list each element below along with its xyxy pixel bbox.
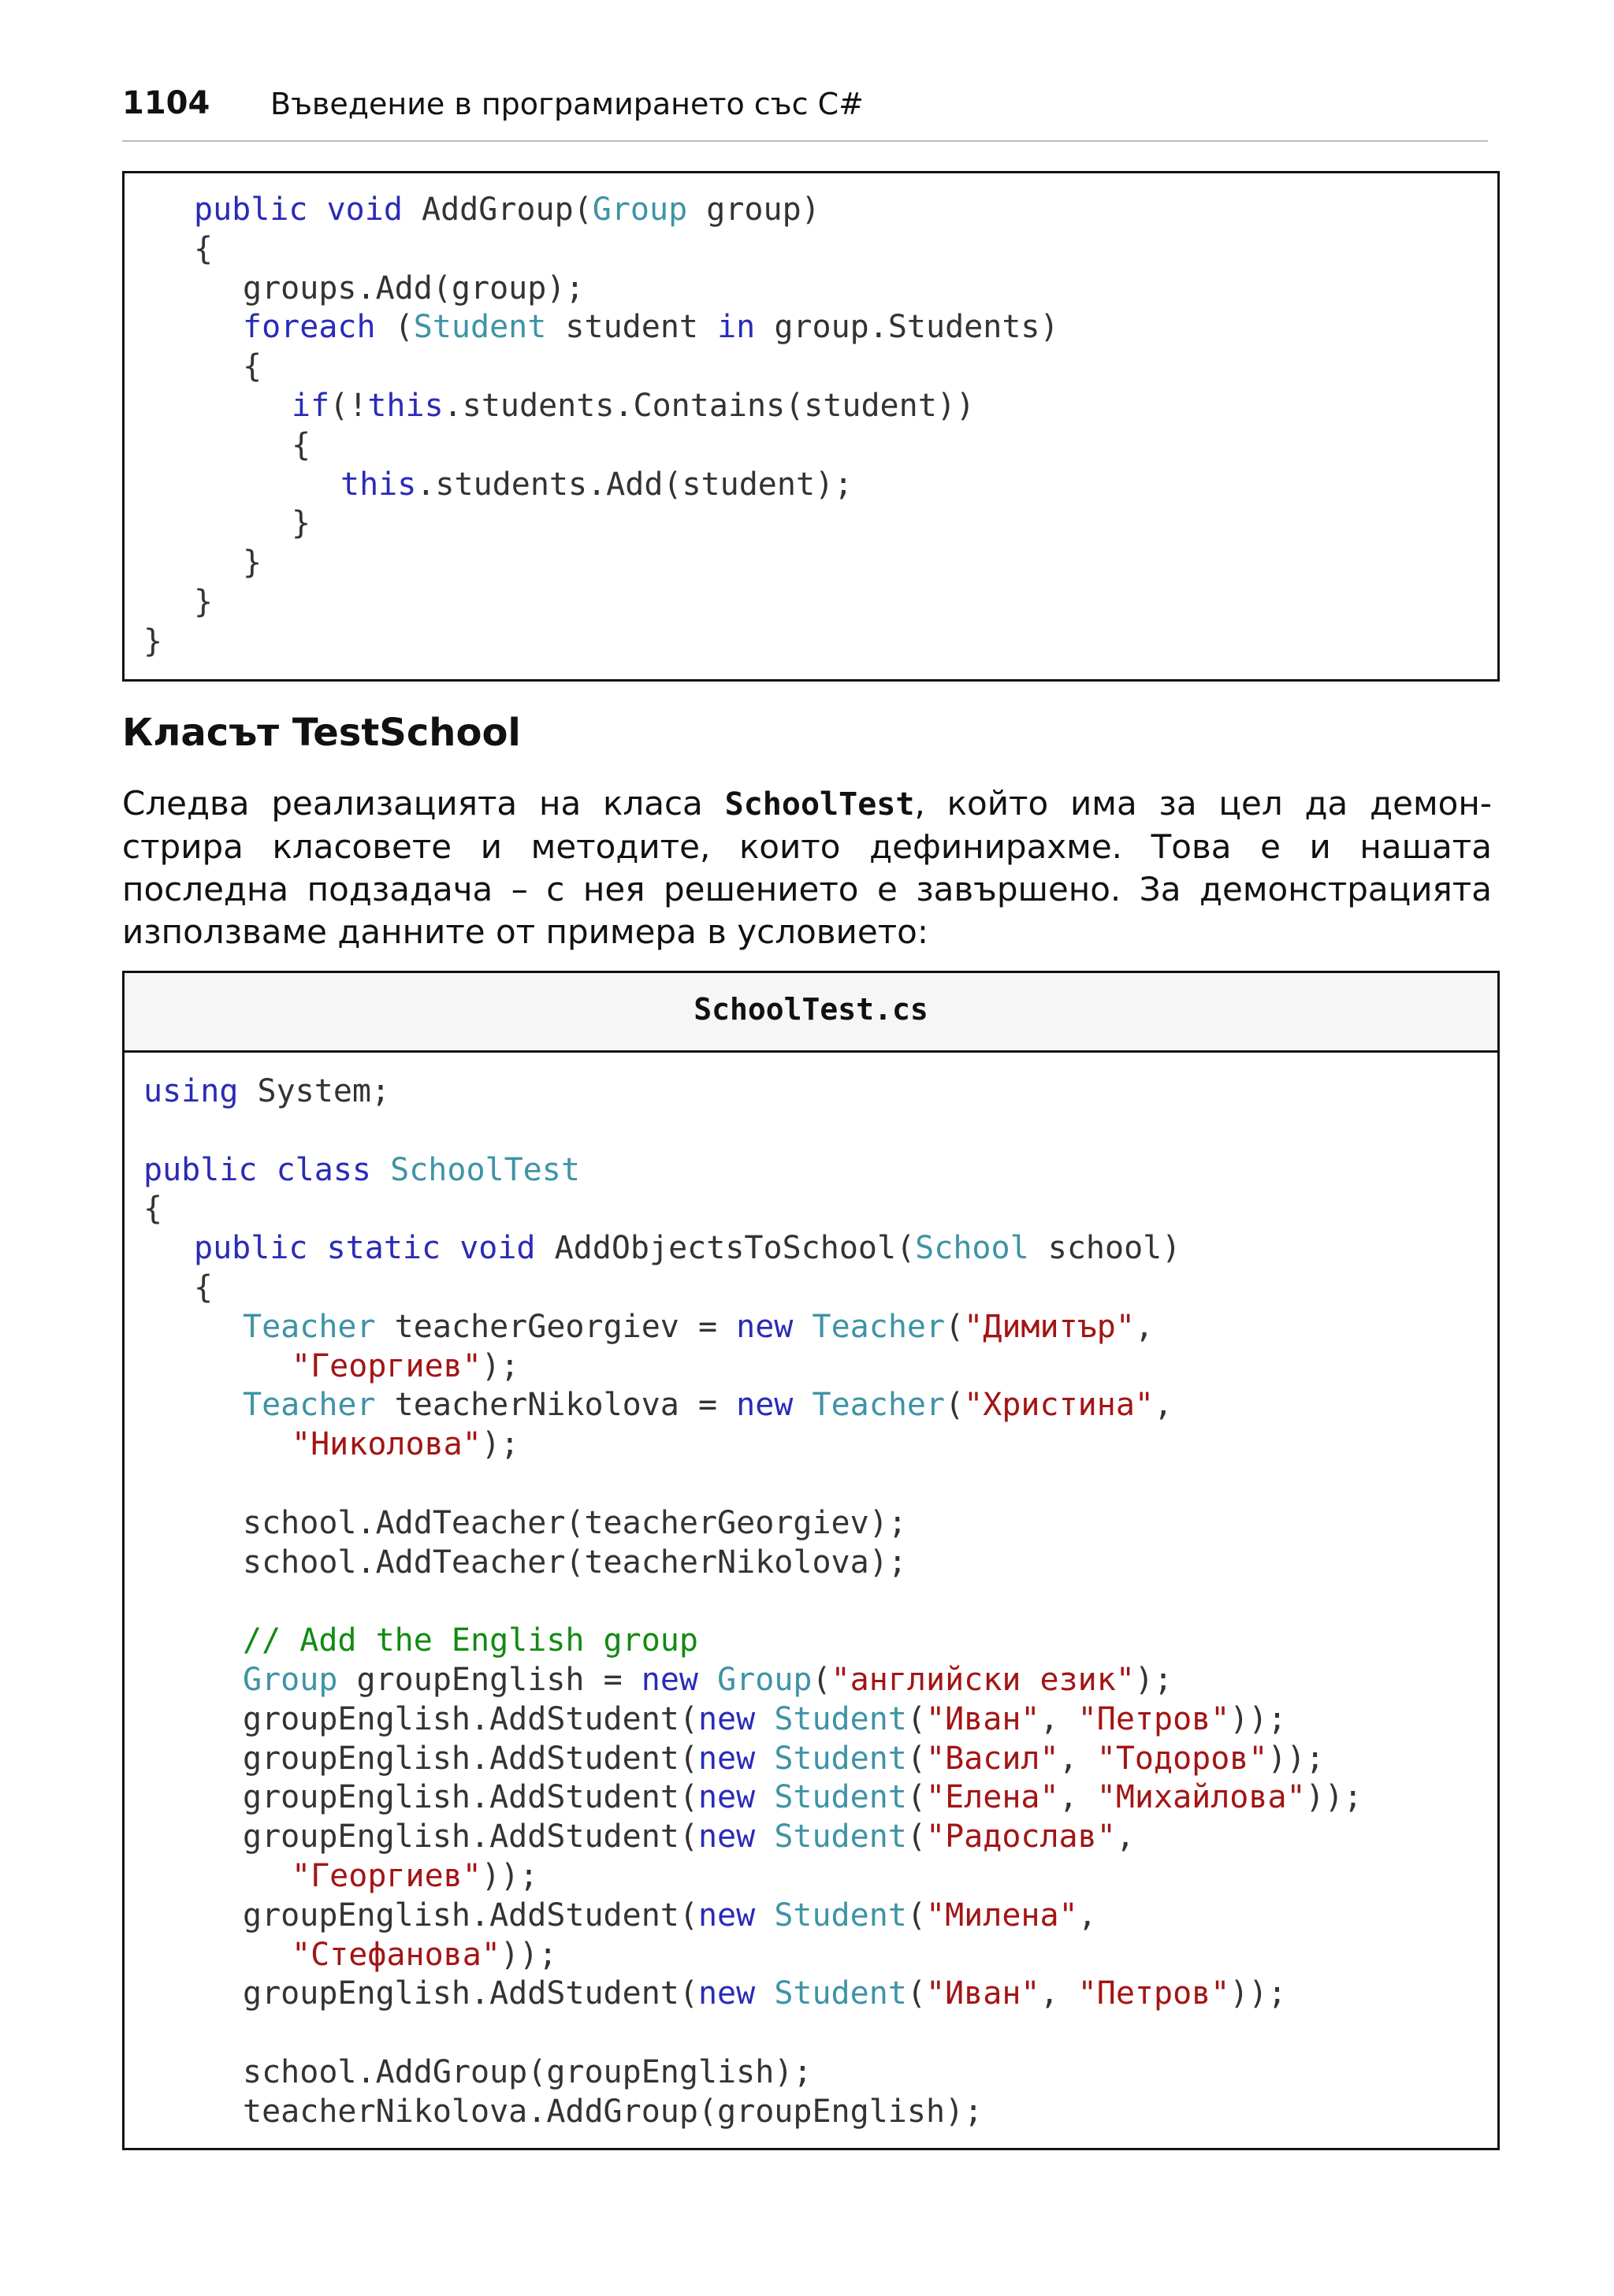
code-token	[793, 1387, 812, 1423]
code-line	[143, 308, 1059, 347]
code-token	[793, 1309, 812, 1345]
code-token: .students.Add(student);	[416, 466, 853, 503]
code-token: (	[945, 1387, 965, 1424]
code-line	[143, 1582, 1363, 1622]
code-line	[143, 1857, 1363, 1897]
code-token: (	[812, 1661, 831, 1698]
code-line	[143, 1975, 1363, 2014]
code-token: school)	[1028, 1230, 1181, 1267]
code-token: Group	[717, 1661, 813, 1698]
code-token: AddGroup(	[402, 191, 593, 228]
code-token: "Петров"	[1077, 1975, 1230, 2012]
code-line	[143, 1308, 1363, 1347]
code-line	[143, 1229, 1363, 1269]
code-token: ,	[1039, 1975, 1078, 2012]
code-token: new	[697, 1975, 756, 2012]
code-token: ));	[1229, 1975, 1287, 2012]
code-token: }	[143, 622, 163, 659]
code-token: Group	[243, 1661, 338, 1698]
code-line	[143, 1622, 1363, 1661]
code-token	[755, 1897, 774, 1934]
code-line	[143, 583, 1059, 622]
code-token: "Васил"	[925, 1740, 1059, 1777]
code-token	[441, 1230, 459, 1266]
book-title: Въведение в програмирането със C#	[270, 87, 864, 121]
paragraph-line-4: използваме данните от примера в условието:	[122, 912, 928, 951]
code-token: ));	[1229, 1700, 1287, 1737]
code-line	[143, 1386, 1363, 1425]
code-token: ));	[500, 1936, 558, 1973]
paragraph-line-2: стрира класовете и методите, които дефинирахме. Това е и нашата	[122, 827, 1492, 866]
code-token: new	[697, 1819, 756, 1856]
code-token: ,	[1115, 1819, 1135, 1856]
code-line	[143, 1897, 1363, 1936]
code-token: static	[326, 1230, 441, 1267]
code-token: using	[143, 1073, 239, 1109]
code-token: "английски език"	[831, 1661, 1135, 1698]
code-listing	[143, 1072, 1363, 2132]
code-token	[371, 1152, 390, 1188]
code-token: (	[906, 1819, 926, 1856]
code-listing	[143, 191, 1059, 662]
code-token: Student	[774, 1975, 907, 2012]
code-line	[143, 1269, 1363, 1308]
paragraph-text: , който има за цел да демон-	[914, 784, 1492, 823]
code-token	[308, 191, 327, 228]
code-token: ,	[1039, 1700, 1078, 1737]
code-token: {	[194, 230, 214, 267]
code-line	[143, 1936, 1363, 1975]
code-token	[755, 1819, 774, 1855]
code-token: groupEnglish.AddStudent(	[243, 1819, 698, 1856]
code-line	[143, 504, 1059, 544]
code-line	[143, 426, 1059, 466]
code-line	[143, 1778, 1363, 1818]
code-token: ));	[1267, 1740, 1325, 1777]
code-token: );	[481, 1426, 519, 1463]
code-token: );	[1134, 1661, 1173, 1698]
code-token: ));	[1305, 1779, 1363, 1816]
code-token: }	[194, 583, 214, 620]
code-token: this	[367, 387, 444, 424]
code-token: (	[945, 1308, 965, 1345]
code-token: in	[717, 309, 756, 346]
code-token: System;	[238, 1073, 391, 1109]
code-token: Teacher	[243, 1308, 376, 1345]
paragraph-text: Следва реализацията на класа	[122, 784, 725, 823]
code-token: Teacher	[812, 1308, 946, 1345]
code-token: "Радослав"	[925, 1819, 1116, 1856]
code-token: Teacher	[812, 1387, 946, 1424]
code-token: "Милена"	[925, 1897, 1078, 1934]
code-line	[143, 466, 1059, 505]
inline-code-schooltest: SchoolTest	[724, 786, 915, 823]
page-number: 1104	[122, 85, 210, 121]
code-token: School	[915, 1230, 1029, 1267]
code-token: groups.Add(group);	[243, 269, 585, 307]
code-token: }	[243, 544, 262, 581]
code-token: teacherNikolova.AddGroup(groupEnglish);	[243, 2093, 984, 2130]
code-token: "Георгиев"	[292, 1347, 482, 1384]
code-line	[143, 269, 1059, 309]
code-token: teacherGeorgiev =	[375, 1308, 737, 1345]
code-token	[755, 1975, 774, 2012]
code-token: group.Students)	[755, 309, 1059, 346]
code-token: this	[340, 466, 417, 503]
code-token: new	[641, 1661, 698, 1698]
code-token	[258, 1152, 277, 1188]
code-line	[143, 1112, 1363, 1151]
code-token: "Георгиев"	[292, 1857, 482, 1894]
code-token: class	[276, 1151, 372, 1188]
code-token: Student	[774, 1819, 907, 1856]
paragraph-line-1	[122, 782, 1492, 826]
code-token: group)	[687, 191, 820, 228]
code-token: }	[292, 505, 311, 542]
code-line	[143, 1465, 1363, 1504]
code-line	[143, 1740, 1363, 1779]
code-token: ,	[1153, 1387, 1173, 1424]
code-token: Student	[774, 1779, 907, 1816]
code-token: (	[906, 1700, 926, 1737]
code-token	[755, 1779, 774, 1815]
code-token: public	[194, 1230, 308, 1267]
code-token: teacherNikolova =	[375, 1387, 737, 1424]
code-line	[143, 230, 1059, 269]
code-line	[143, 191, 1059, 230]
code-line	[143, 2093, 1363, 2132]
code-token: "Иван"	[925, 1700, 1040, 1737]
code-token: Group	[592, 191, 688, 228]
code-token: foreach	[243, 309, 376, 346]
paragraph-line-3: последна подзадача – с нея решението е завършено. За демонстрацията	[122, 870, 1492, 908]
code-token: ,	[1058, 1779, 1097, 1816]
code-token: new	[736, 1387, 794, 1424]
code-token: "Тодоров"	[1096, 1740, 1268, 1777]
code-line	[143, 544, 1059, 583]
code-token: new	[736, 1308, 794, 1345]
code-token: AddObjectsToSchool(	[535, 1230, 916, 1267]
code-block-addgroup	[122, 171, 1500, 682]
code-line	[143, 2014, 1363, 2053]
code-token: groupEnglish.AddStudent(	[243, 1700, 698, 1737]
code-line	[143, 1544, 1363, 1583]
code-token: "Петров"	[1077, 1700, 1230, 1737]
code-line	[143, 1818, 1363, 1857]
code-token: {	[292, 426, 311, 463]
code-token: school.AddTeacher(teacherNikolova);	[243, 1544, 907, 1581]
code-token: "Иван"	[925, 1975, 1040, 2012]
code-line	[143, 1072, 1363, 1112]
code-token	[755, 1701, 774, 1737]
code-token: "Стефанова"	[292, 1936, 500, 1973]
code-token: ,	[1058, 1740, 1097, 1777]
code-line	[143, 347, 1059, 387]
code-token: (	[375, 309, 414, 346]
code-token: (	[906, 1975, 926, 2012]
code-token: void	[326, 191, 403, 228]
code-token: ,	[1134, 1308, 1154, 1345]
code-token: public	[194, 191, 308, 228]
code-block-schooltest	[122, 971, 1500, 2150]
code-token: Student	[413, 309, 547, 346]
code-token: SchoolTest	[390, 1151, 580, 1188]
code-token: (	[906, 1897, 926, 1934]
code-token: "Димитър"	[964, 1308, 1135, 1345]
page-header	[122, 79, 1488, 142]
code-token: new	[697, 1740, 756, 1777]
code-token: ));	[481, 1857, 539, 1894]
code-token: new	[697, 1700, 756, 1737]
code-token: "Николова"	[292, 1426, 482, 1463]
code-token: school.AddTeacher(teacherGeorgiev);	[243, 1504, 907, 1541]
code-token	[698, 1662, 717, 1698]
code-line	[143, 1151, 1363, 1191]
code-token: "Елена"	[925, 1779, 1059, 1816]
code-token: student	[546, 309, 718, 346]
code-token: groupEnglish.AddStudent(	[243, 1975, 698, 2012]
code-token: {	[194, 1269, 214, 1306]
code-token: (!	[329, 387, 368, 424]
code-token: "Михайлова"	[1096, 1779, 1306, 1816]
code-token: new	[697, 1779, 756, 1816]
code-token: new	[697, 1897, 756, 1934]
code-line	[143, 2053, 1363, 2093]
section-heading: Класът TestSchool	[122, 711, 521, 755]
code-token: public	[143, 1151, 258, 1188]
code-token: if	[292, 387, 330, 424]
code-token	[755, 1741, 774, 1777]
code-line	[143, 1700, 1363, 1740]
code-file-title: SchoolTest.cs	[694, 992, 928, 1027]
code-token: Teacher	[243, 1387, 376, 1424]
code-line	[143, 1190, 1363, 1229]
code-line	[143, 1347, 1363, 1387]
code-token	[308, 1230, 327, 1266]
code-token: ,	[1077, 1897, 1097, 1934]
code-token: (	[906, 1779, 926, 1816]
code-token: school.AddGroup(groupEnglish);	[243, 2053, 813, 2090]
code-token: );	[481, 1347, 519, 1384]
code-token: {	[243, 348, 262, 385]
code-line	[143, 622, 1059, 662]
code-line	[143, 1661, 1363, 1700]
code-block-header	[125, 973, 1497, 1053]
code-token: "Христина"	[964, 1387, 1154, 1424]
code-token: groupEnglish.AddStudent(	[243, 1740, 698, 1777]
code-token: {	[143, 1191, 163, 1228]
code-token: Student	[774, 1740, 907, 1777]
code-line	[143, 1425, 1363, 1465]
code-token: Student	[774, 1700, 907, 1737]
code-token: groupEnglish.AddStudent(	[243, 1897, 698, 1934]
code-token: Student	[774, 1897, 907, 1934]
code-line	[143, 387, 1059, 426]
code-line	[143, 1504, 1363, 1544]
code-token: groupEnglish =	[337, 1661, 642, 1698]
code-token: .students.Contains(student))	[443, 387, 975, 424]
code-token: void	[459, 1230, 536, 1267]
code-token: groupEnglish.AddStudent(	[243, 1779, 698, 1816]
code-token: (	[906, 1740, 926, 1777]
code-token: // Add the English group	[243, 1622, 698, 1659]
